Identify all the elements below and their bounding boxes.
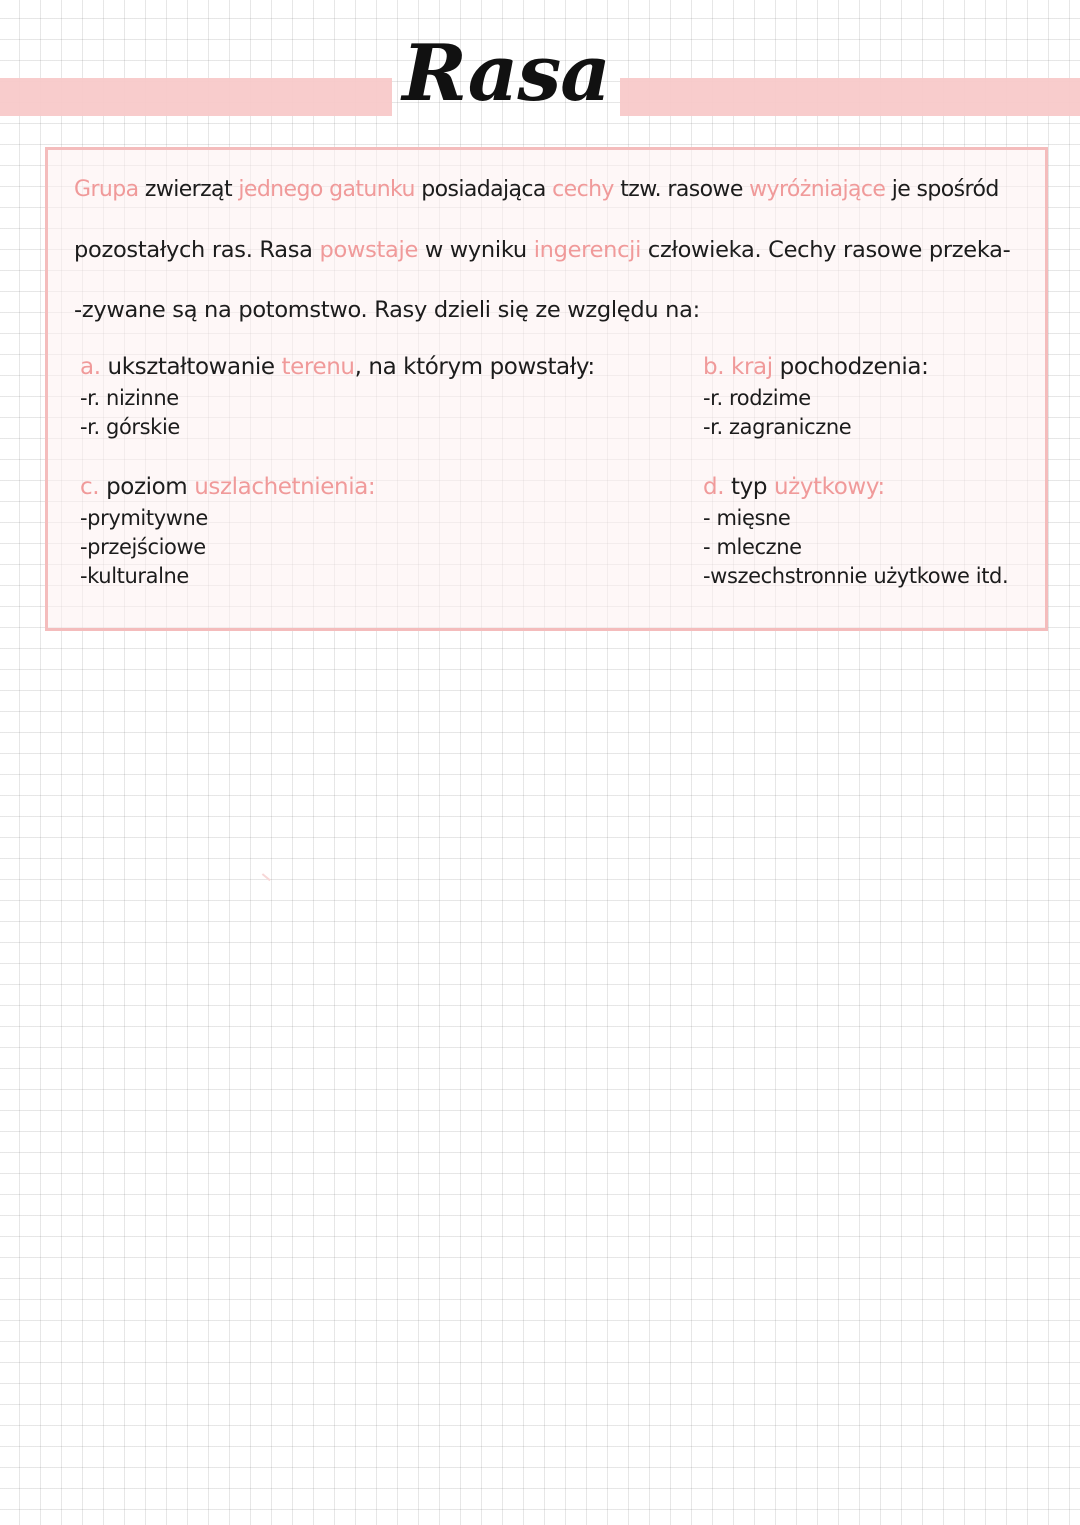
category-heading-text xyxy=(724,354,928,380)
text-segment: pozostałych ras. Rasa xyxy=(74,237,320,263)
page-title: Rasa xyxy=(402,28,610,119)
text-segment: posiadająca xyxy=(414,177,553,202)
definition-line-1 xyxy=(74,170,1048,210)
text-segment: , na którym powstały: xyxy=(354,354,595,380)
text-segment: człowieka. Cechy rasowe przeka- xyxy=(641,237,1011,263)
category-heading xyxy=(703,350,928,384)
text-segment: zwierząt xyxy=(138,177,239,202)
definition-line-3 xyxy=(74,290,1048,330)
list-item: -wszechstronnie użytkowe itd. xyxy=(703,564,1009,588)
list-item: - mleczne xyxy=(703,535,802,559)
category-refinement-level xyxy=(80,470,375,591)
highlighted-term: cechy xyxy=(552,177,614,202)
text-segment: -zywane są na potomstwo. Rasy dzieli się ze względu na: xyxy=(74,297,700,323)
category-letter: d. xyxy=(703,474,725,500)
list-item: -r. rodzime xyxy=(703,386,811,410)
highlighted-term: terenu xyxy=(281,354,355,380)
text-segment: typ xyxy=(724,474,774,500)
category-letter: a. xyxy=(80,354,101,380)
highlighted-term: jednego gatunku xyxy=(238,177,415,202)
category-heading xyxy=(80,350,595,384)
list-item: -prymitywne xyxy=(80,506,208,530)
category-terrain xyxy=(80,350,595,442)
definition-line-2 xyxy=(74,230,1048,270)
title-band-left xyxy=(0,78,392,116)
category-heading-text xyxy=(101,354,595,380)
category-heading xyxy=(80,470,375,504)
text-segment: tzw. rasowe xyxy=(613,177,750,202)
category-heading-text xyxy=(724,474,885,500)
text-segment: je spośród xyxy=(885,177,999,202)
text-segment: pochodzenia: xyxy=(772,354,929,380)
list-item: -przejściowe xyxy=(80,535,206,559)
text-segment xyxy=(724,354,731,380)
highlighted-term: powstaje xyxy=(319,237,418,263)
category-letter: c. xyxy=(80,474,100,500)
list-item: -r. górskie xyxy=(80,415,180,439)
list-item: - mięsne xyxy=(703,506,791,530)
highlighted-term: Grupa xyxy=(74,177,139,202)
highlighted-term: użytkowy: xyxy=(773,474,885,500)
list-item: -kulturalne xyxy=(80,564,189,588)
highlighted-term: wyróżniające xyxy=(749,177,886,202)
text-segment: w wyniku xyxy=(418,237,534,263)
highlighted-term: uszlachetnienia: xyxy=(194,474,376,500)
category-utility-type xyxy=(703,470,1008,591)
list-item: -r. nizinne xyxy=(80,386,179,410)
highlighted-term: ingerencji xyxy=(533,237,642,263)
category-heading xyxy=(703,470,1008,504)
title-band-right xyxy=(620,78,1080,116)
list-item: -r. zagraniczne xyxy=(703,415,852,439)
category-heading-text xyxy=(99,474,375,500)
text-segment: poziom xyxy=(99,474,195,500)
highlighted-term: kraj xyxy=(731,354,773,380)
text-segment: ukształtowanie xyxy=(100,354,282,380)
category-letter: b. xyxy=(703,354,725,380)
faint-pen-mark xyxy=(255,873,270,889)
category-origin-country xyxy=(703,350,928,442)
